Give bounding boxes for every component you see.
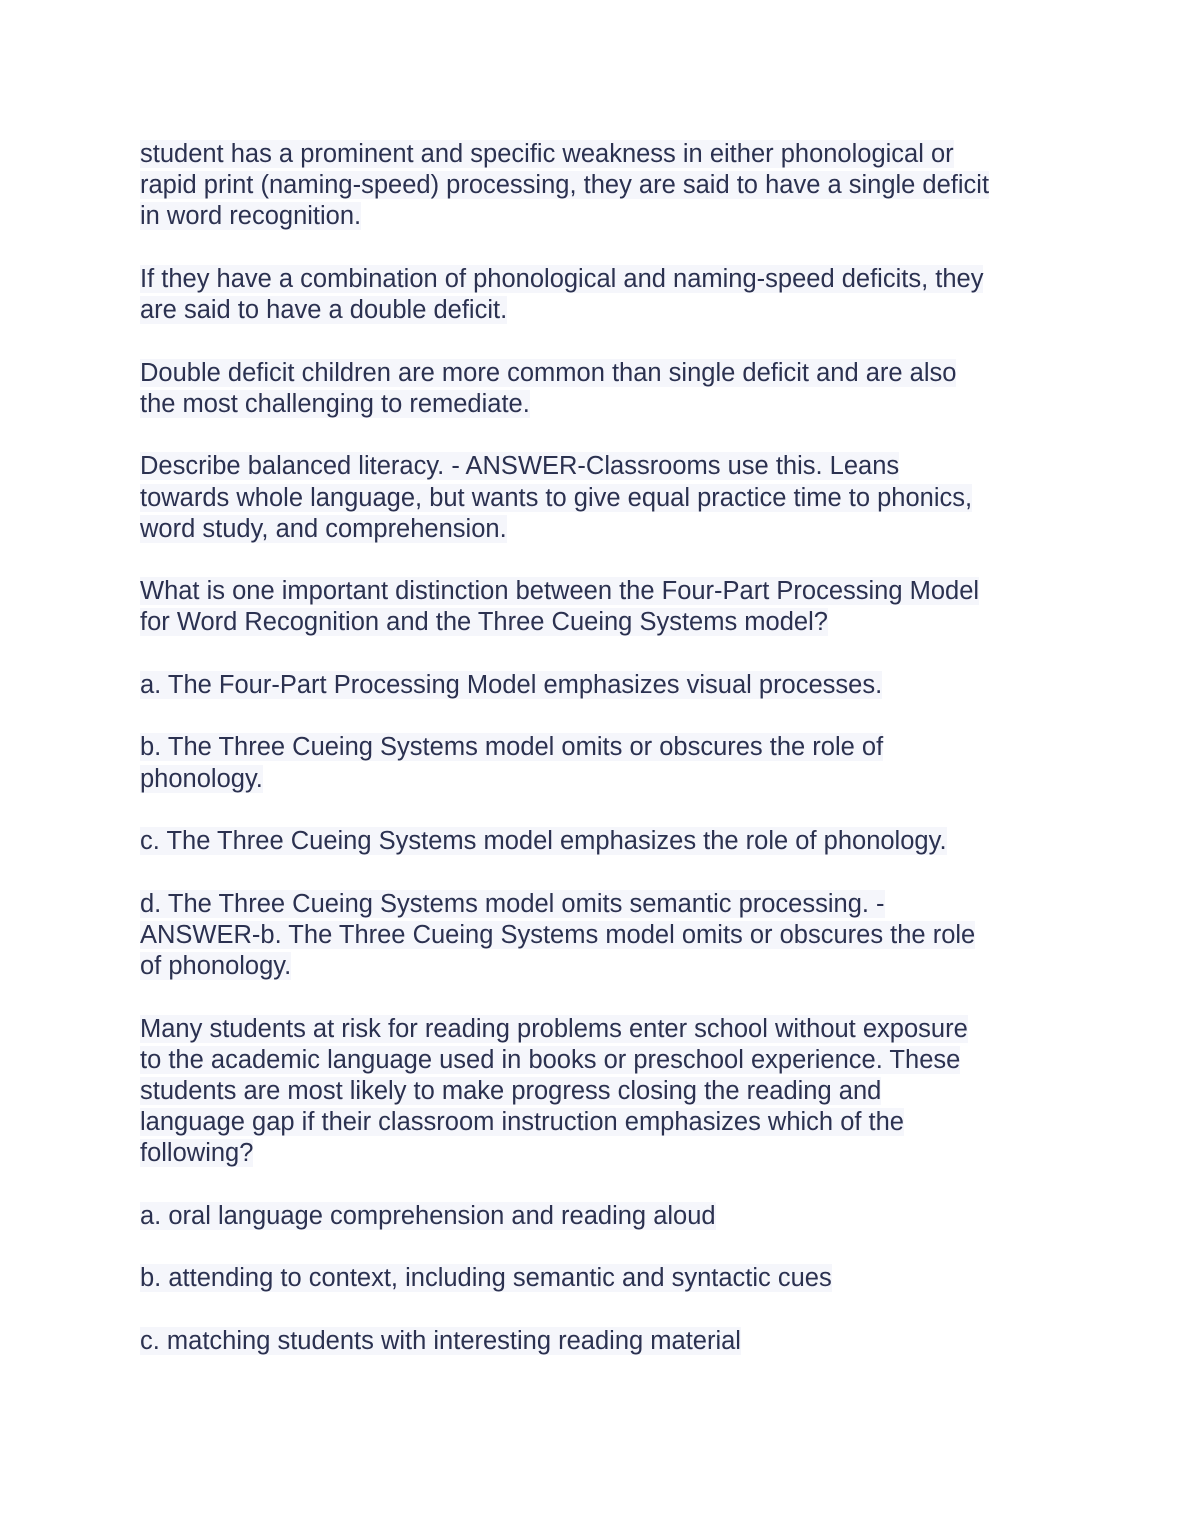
paragraph-single-deficit [140,139,1050,233]
text-line: for Word Recognition and the Three Cueing Systems model? [140,608,828,637]
text-line: of phonology. [140,952,292,981]
option-a [140,670,1050,701]
text-line: b. attending to context, including semantic and syntactic cues [140,1264,832,1293]
option-b [140,1263,1050,1294]
text-line: d. The Three Cueing Systems model omits semantic processing. - [140,889,885,918]
text-line: Double deficit children are more common than single deficit and are also [140,358,957,387]
text-line: c. matching students with interesting reading material [140,1326,741,1355]
text-line: phonology. [140,764,263,793]
text-line: students are most likely to make progress closing the reading and [140,1076,882,1105]
option-b [140,732,1050,794]
option-a [140,1201,1050,1232]
text-line: language gap if their classroom instruction emphasizes which of the [140,1108,904,1137]
text-line: b. The Three Cueing Systems model omits or obscures the role of [140,733,884,762]
paragraph-balanced-literacy [140,451,1050,545]
paragraph-double-deficit-children [140,358,1050,420]
text-line: a. The Four-Part Processing Model emphasizes visual processes. [140,670,883,699]
option-d-with-answer [140,889,1050,983]
option-c [140,826,1050,857]
question-four-part-model [140,576,1050,638]
text-line: in word recognition. [140,202,362,231]
text-line: a. oral language comprehension and reading aloud [140,1201,716,1230]
text-line: Many students at risk for reading problems enter school without exposure [140,1014,968,1043]
text-line: rapid print (naming-speed) processing, they are said to have a single deficit [140,171,990,200]
text-line: c. The Three Cueing Systems model emphasizes the role of phonology. [140,827,947,856]
text-line: ANSWER-b. The Three Cueing Systems model omits or obscures the role [140,920,976,949]
text-line: to the academic language used in books or preschool experience. These [140,1045,961,1074]
paragraph-double-deficit [140,264,1050,326]
text-line: If they have a combination of phonological and naming-speed deficits, they [140,264,984,293]
question-academic-language [140,1014,1050,1170]
document-page [140,139,1050,1388]
option-c [140,1326,1050,1357]
text-line: are said to have a double deficit. [140,296,508,325]
text-line: the most challenging to remediate. [140,389,530,418]
text-line: student has a prominent and specific weakness in either phonological or [140,140,954,168]
text-line: following? [140,1139,254,1168]
text-line: Describe balanced literacy. - ANSWER-Classrooms use this. Leans [140,452,900,481]
text-line: What is one important distinction between the Four-Part Processing Model [140,577,980,606]
text-line: towards whole language, but wants to give equal practice time to phonics, [140,483,973,512]
text-line: word study, and comprehension. [140,514,507,543]
